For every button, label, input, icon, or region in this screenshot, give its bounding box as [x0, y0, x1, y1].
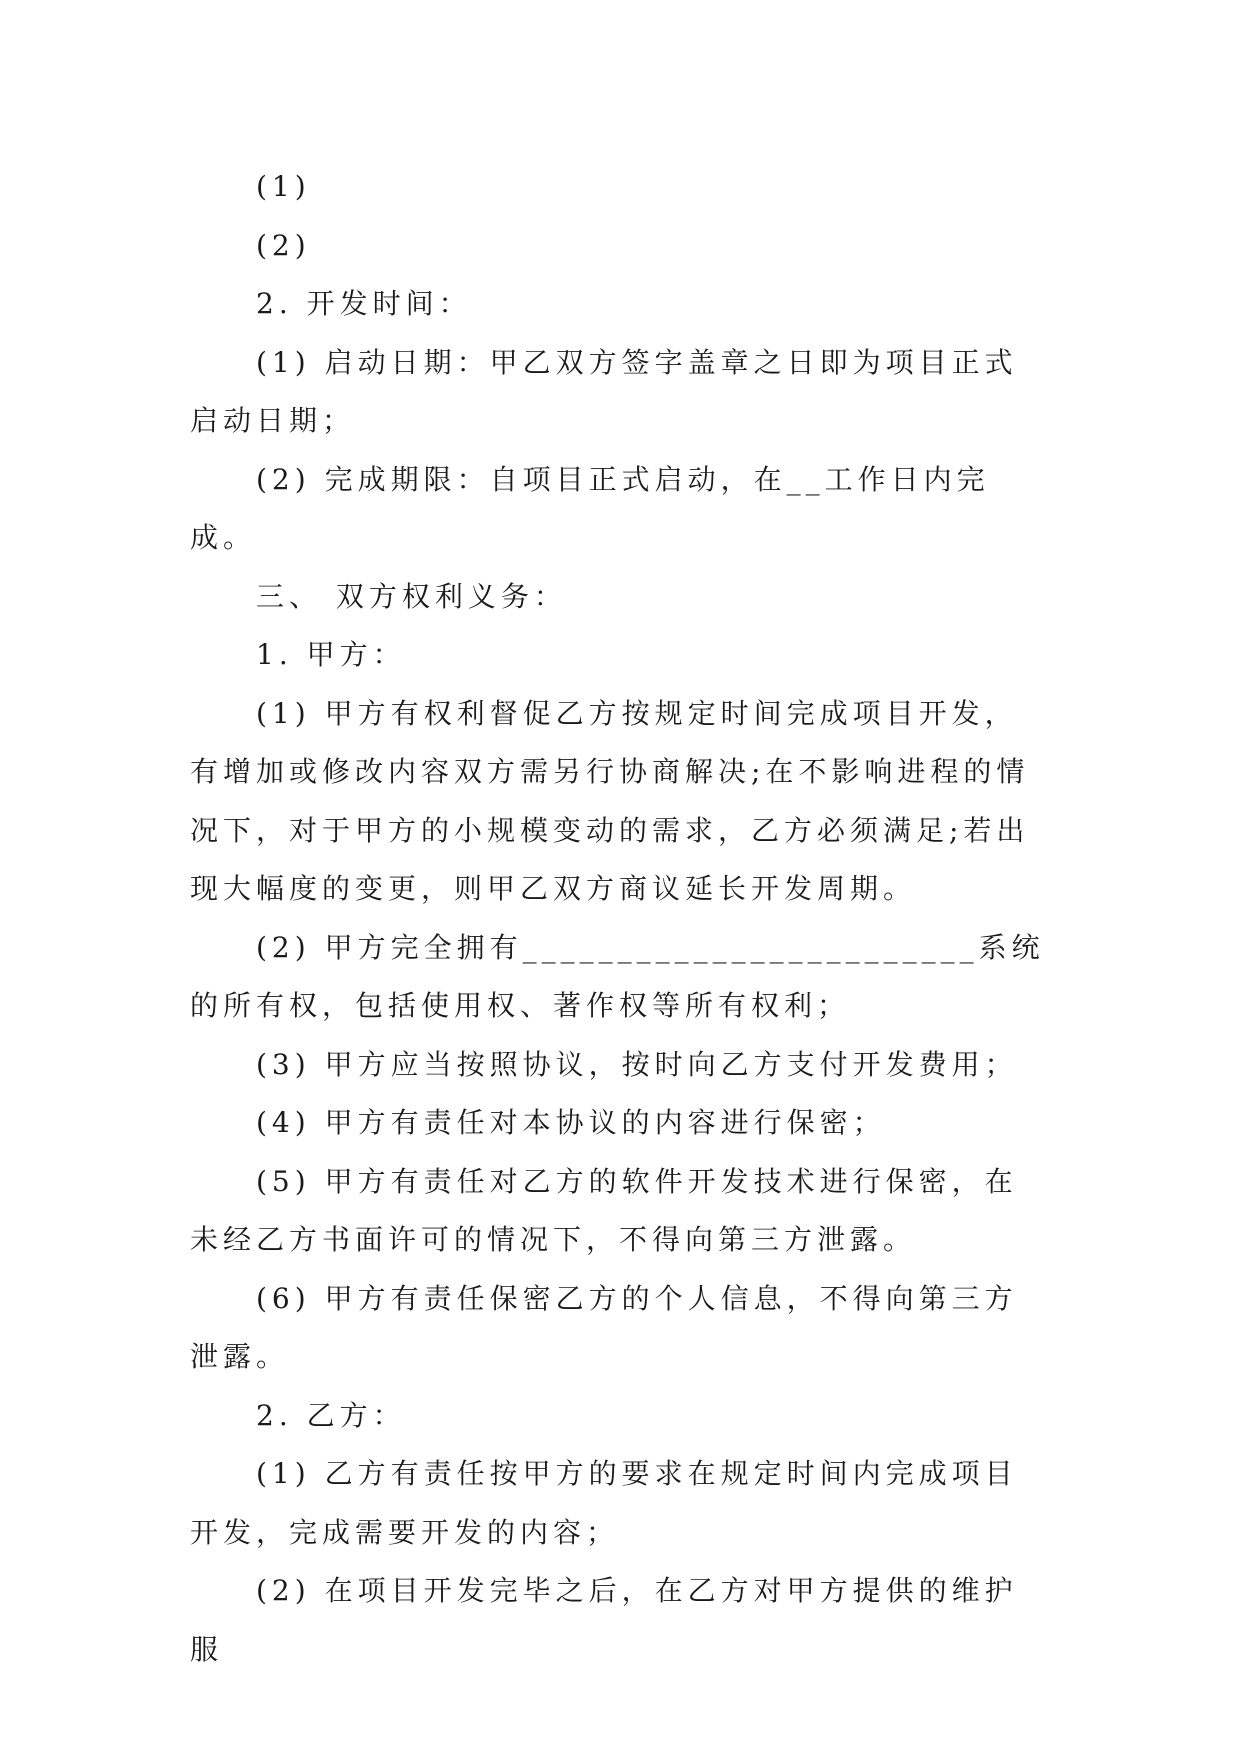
party-a-clause-1: (1) 甲方有权利督促乙方按规定时间完成项目开发，有增加或修改内容双方需另行协商解决;在不影响进程的情况下，对于甲方的小规模变动的需求，乙方必须满足;若出现大幅度的变更，则甲乙双方商议延长开发周期。 — [190, 696, 1030, 905]
paragraph-item-2: (2) — [256, 228, 311, 262]
party-a-clause-5: (5) 甲方有责任对乙方的软件开发技术进行保密，在未经乙方书面许可的情况下，不得向第三方泄露。 — [190, 1164, 1018, 1256]
party-b-clause-2: (2) 在项目开发完毕之后，在乙方对甲方提供的维护服 — [190, 1574, 1018, 1666]
document-body — [190, 158, 1050, 1679]
paragraph-completion-deadline: (2) 完成期限：自项目正式启动，在__工作日内完成。 — [190, 462, 990, 554]
section-heading-development-time: 2. 开发时间： — [256, 287, 472, 320]
section-heading-rights-obligations: 三、 双方权利义务： — [256, 579, 567, 613]
subsection-heading-party-b: 2. 乙方： — [256, 1398, 406, 1432]
party-b-clause-1: (1) 乙方有责任按甲方的要求在规定时间内完成项目开发，完成需要开发的内容； — [190, 1457, 1018, 1549]
paragraph-start-date: (1) 启动日期：甲乙双方签字盖章之日即为项目正式启动日期； — [190, 345, 1018, 437]
party-a-clause-3: (3) 甲方应当按照协议，按时向乙方支付开发费用； — [256, 1047, 1018, 1081]
party-a-clause-4: (4) 甲方有责任对本协议的内容进行保密； — [256, 1106, 886, 1139]
party-a-clause-6: (6) 甲方有责任保密乙方的个人信息，不得向第三方泄露。 — [190, 1281, 1018, 1373]
subsection-heading-party-a: 1. 甲方： — [256, 638, 406, 671]
paragraph-item-1: (1) — [256, 170, 311, 203]
party-a-clause-2: (2) 甲方完全拥有________________________系统的所有权，包括使用权、著作权等所有权利； — [190, 930, 1045, 1022]
